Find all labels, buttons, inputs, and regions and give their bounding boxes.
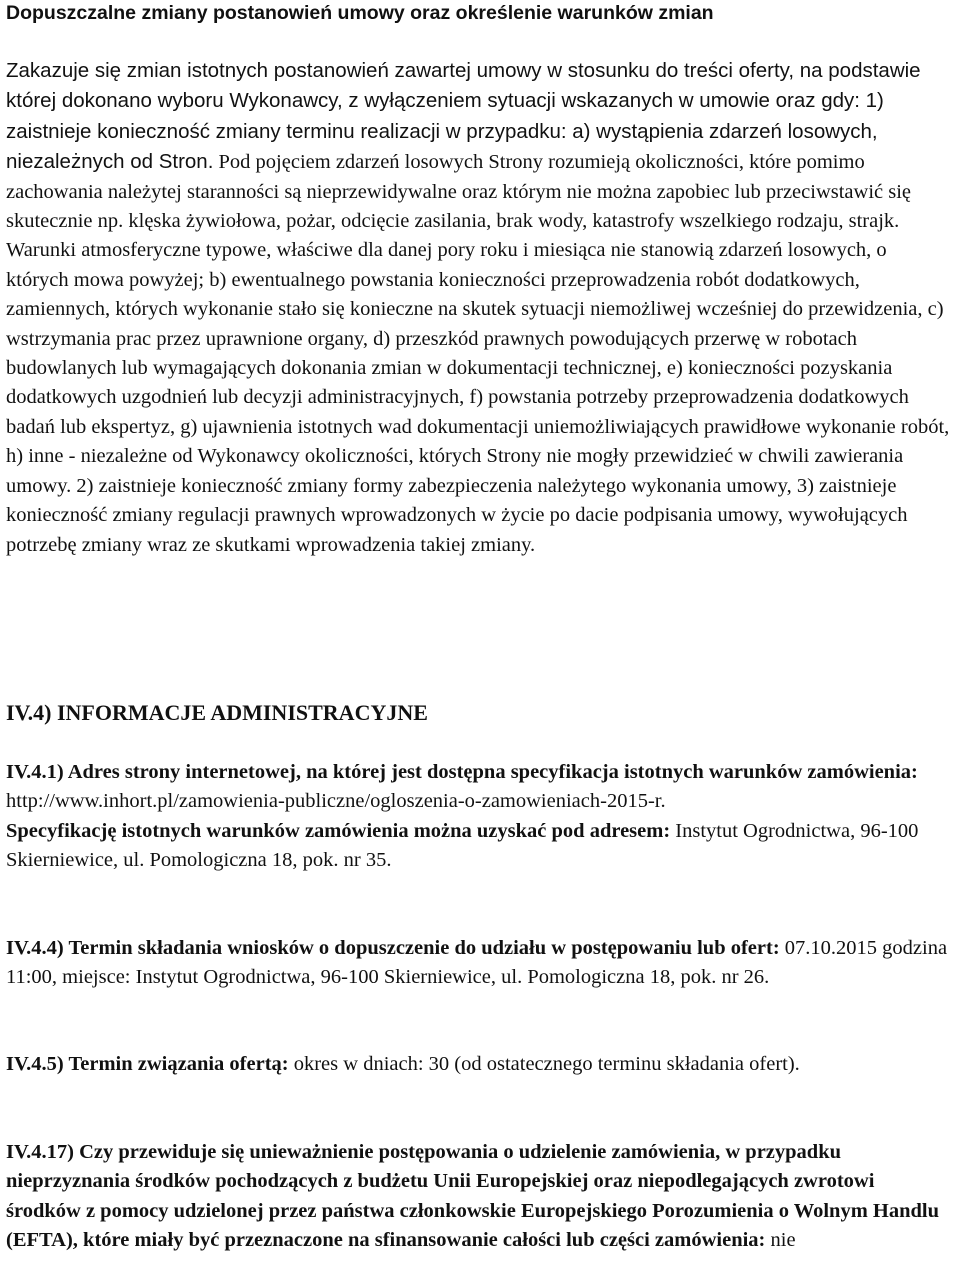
iv-4-1-label: IV.4.1) Adres strony internetowej, na której jest dostępna specyfikacja istotnych warunków zamówienia:	[6, 761, 918, 783]
iv-4-4-label: IV.4.4) Termin składania wniosków o dopuszczenie do udziału w postępowaniu lub ofert:	[6, 937, 780, 959]
iv-4-1-url: http://www.inhort.pl/zamowienia-publiczne/ogloszenia-o-zamowieniach-2015-r.	[6, 790, 666, 813]
iv-4-1-address: Instytut Ogrodnictwa, 96-100 Skierniewice, ul. Pomologiczna 18, pok. nr 35.	[6, 819, 919, 872]
section-iv-4-5	[6, 1050, 800, 1079]
changes-text-part1: Zakazuje się zmian istotnych postanowień zawartej umowy w stosunku do treści oferty, na podstawie której dokonano wyboru Wykonawcy, z wyłączeniem sytuacji wskazanych w umowie oraz gdy: 1) zaistnieje konieczność zmiany terminu realizacji w przypadku: a) wystąpienia zdarzeń losowych, niezależnych od Stron.	[6, 59, 921, 174]
section-iv-4-4	[6, 934, 954, 993]
changes-paragraph	[6, 56, 954, 560]
iv-4-17-label: IV.4.17) Czy przewiduje się unieważnienie postępowania o udzielenie zamówienia, w przypadku nieprzyznania środków pochodzących z budżetu Unii Europejskiej oraz niepodlegających zwrotowi środków z pomocy udzielonej przez państwa członkowskie Europejskiego Porozumienia o Wolnym Handlu (EFTA), które miały być przeznaczone na sfinansowanie całości lub części zamówienia:	[6, 1141, 940, 1252]
iv-4-5-label: IV.4.5) Termin związania ofertą:	[6, 1053, 289, 1075]
changes-heading: Dopuszczalne zmiany postanowień umowy oraz określenie warunków zmian	[6, 2, 714, 24]
section-iv-4-1	[6, 758, 954, 876]
section-title-administrative: IV.4) INFORMACJE ADMINISTRACYJNE	[6, 700, 428, 725]
iv-4-17-value: nie	[770, 1229, 796, 1252]
iv-4-1-label2: Specyfikację istotnych warunków zamówienia można uzyskać pod adresem:	[6, 819, 671, 842]
iv-4-5-value: okres w dniach: 30 (od ostatecznego terminu składania ofert).	[293, 1053, 800, 1075]
changes-text-part2: Pod pojęciem zdarzeń losowych Strony rozumieją okoliczności, które pomimo zachowania należytej staranności są nieprzewidywalne oraz którym nie można zapobiec lub przeciwstawić się skutecznie np. klęska żywiołowa, pożar, odcięcie zasilania, brak wody, katastrofy wszelkiego rodzaju, strajk. Warunki atmosferyczne typowe, właściwe dla danej pory roku i miesiąca nie stanowią zdarzeń losowych, o których mowa powyżej; b) ewentualnego powstania konieczności przeprowadzenia robót dodatkowych, zamiennych, których wykonanie stało się konieczne na skutek sytuacji niemożliwej wcześniej do przewidzenia, c) wstrzymania prac przez uprawnione organy, d) przeszkód prawnych powodujących przerwę w robotach budowlanych lub wymagających dokonania zmian w dokumentacji technicznej, e) konieczności pozyskania dodatkowych uzgodnień lub decyzji administracyjnych, f) powstania potrzeby przeprowadzenia dodatkowych badań lub ekspertyz, g) ujawnienia istotnych wad dokumentacji uniemożliwiających prawidłowe wykonanie robót, h) inne - niezależne od Wykonawcy okoliczności, których Strony nie mogły przewidzieć w chwili zawierania umowy. 2) zaistnieje konieczność zmiany formy zabezpieczenia należytego wykonania umowy, 3) zaistnieje konieczność zmiany regulacji prawnych wprowadzonych w życie po dacie podpisania umowy, wywołujących potrzebę zmiany wraz ze skutkami wprowadzenia takiej zmiany.	[6, 151, 950, 556]
iv-4-4-value: 07.10.2015 godzina 11:00, miejsce: Instytut Ogrodnictwa, 96-100 Skierniewice, ul. Pomologiczna 18, pok. nr 26.	[6, 937, 948, 989]
section-iv-4-17	[6, 1138, 954, 1256]
